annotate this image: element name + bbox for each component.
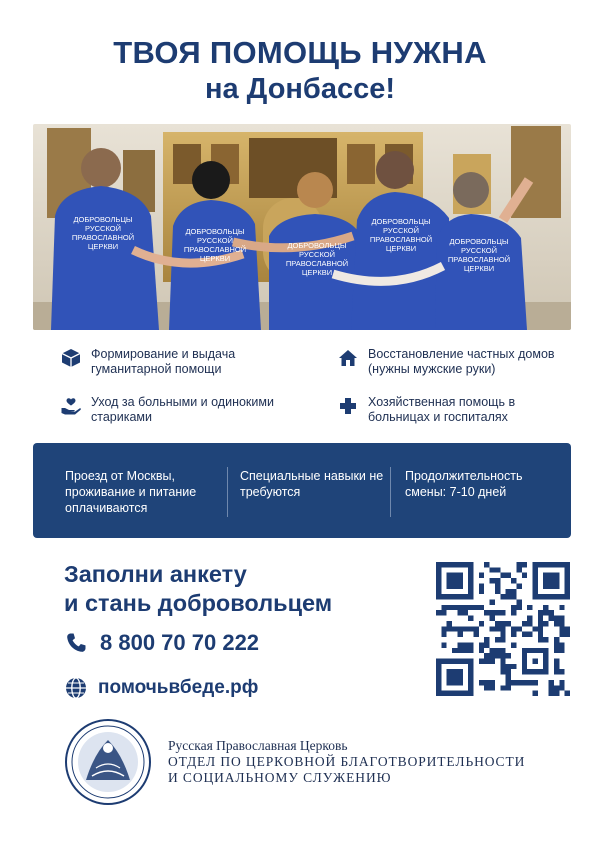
volunteers-photo [33, 124, 571, 330]
cta-line-2: и стань добровольцем [64, 590, 333, 616]
call-to-action [64, 560, 332, 618]
organization-block [168, 737, 525, 786]
shirt-print-11: ПРАВОСЛАВНОЙ [285, 259, 349, 268]
feature-house-restoration [337, 347, 578, 377]
shirt-print-4: ЦЕРКВИ [87, 242, 119, 251]
globe-icon [64, 676, 88, 700]
shirt-print-14: РУССКОЙ [383, 226, 419, 235]
shirt-print-2: РУССКОЙ [85, 224, 121, 233]
website-contact[interactable] [64, 676, 258, 700]
website-link[interactable]: помочьвбеде.рф [98, 677, 259, 698]
shirt-print-7: ПРАВОСЛАВНОЙ [183, 245, 247, 254]
phone-contact[interactable] [64, 630, 259, 656]
department-name-line-1: ОТДЕЛ ПО ЦЕРКОВНОЙ БЛАГОТВОРИТЕЛЬНОСТИ [168, 754, 526, 769]
headline-line-1: ТВОЯ ПОМОЩЬ НУЖНА [113, 35, 487, 70]
shirt-print-17: ДОБРОВОЛЬЦЫ [449, 237, 509, 246]
feature-text: Уход за больными и одинокими стариками [91, 395, 274, 424]
box-icon [60, 347, 82, 369]
headline [0, 34, 600, 107]
conditions-bar [33, 443, 571, 538]
medical-cross-icon [337, 395, 359, 417]
department-emblem [64, 718, 152, 806]
house-icon [337, 347, 359, 369]
feature-text: Формирование и выдача гуманитарной помощи [91, 347, 236, 376]
skills-info: Специальные навыки не требуются [240, 469, 384, 499]
shirt-print-8: ЦЕРКВИ [199, 254, 231, 263]
feature-text: Хозяйственная помощь в больницах и госпиталях [368, 395, 516, 424]
shirt-print-10: РУССКОЙ [299, 250, 335, 259]
shirt-print-9: ДОБРОВОЛЬЦЫ [287, 241, 347, 250]
shirt-print-15: ПРАВОСЛАВНОЙ [369, 235, 433, 244]
phone-number[interactable]: 8 800 70 70 222 [100, 630, 260, 655]
department-name-line-2: И СОЦИАЛЬНОМУ СЛУЖЕНИЮ [168, 770, 392, 785]
feature-text: Восстановление частных домов (нужны мужские руки) [368, 347, 555, 376]
divider [390, 467, 391, 517]
shirt-print-12: ЦЕРКВИ [301, 268, 333, 277]
phone-icon [64, 631, 88, 655]
feature-hospital-help [337, 395, 578, 425]
shirt-print-16: ЦЕРКВИ [385, 244, 417, 253]
care-hand-icon [60, 395, 82, 417]
feature-humanitarian-aid [60, 347, 301, 377]
qr-code[interactable] [436, 562, 570, 696]
divider [227, 467, 228, 517]
shirt-print-20: ЦЕРКВИ [463, 264, 495, 273]
feature-elderly-care [60, 395, 301, 425]
duration-info: Продолжительность смены: 7-10 дней [405, 469, 523, 499]
shirt-print-18: РУССКОЙ [461, 246, 497, 255]
shirt-print-6: РУССКОЙ [197, 236, 233, 245]
shirt-print-19: ПРАВОСЛАВНОЙ [447, 255, 511, 264]
shirt-print-5: ДОБРОВОЛЬЦЫ [185, 227, 245, 236]
shirt-print-13: ДОБРОВОЛЬЦЫ [371, 217, 431, 226]
travel-info: Проезд от Москвы, проживание и питание оплачиваются [65, 469, 197, 515]
shirt-print-1: ДОБРОВОЛЬЦЫ [73, 215, 133, 224]
headline-line-2: на Донбассе! [204, 72, 396, 105]
church-name: Русская Православная Церковь [168, 738, 348, 753]
cta-line-1: Заполни анкету [64, 561, 247, 587]
shirt-print-3: ПРАВОСЛАВНОЙ [71, 233, 135, 242]
